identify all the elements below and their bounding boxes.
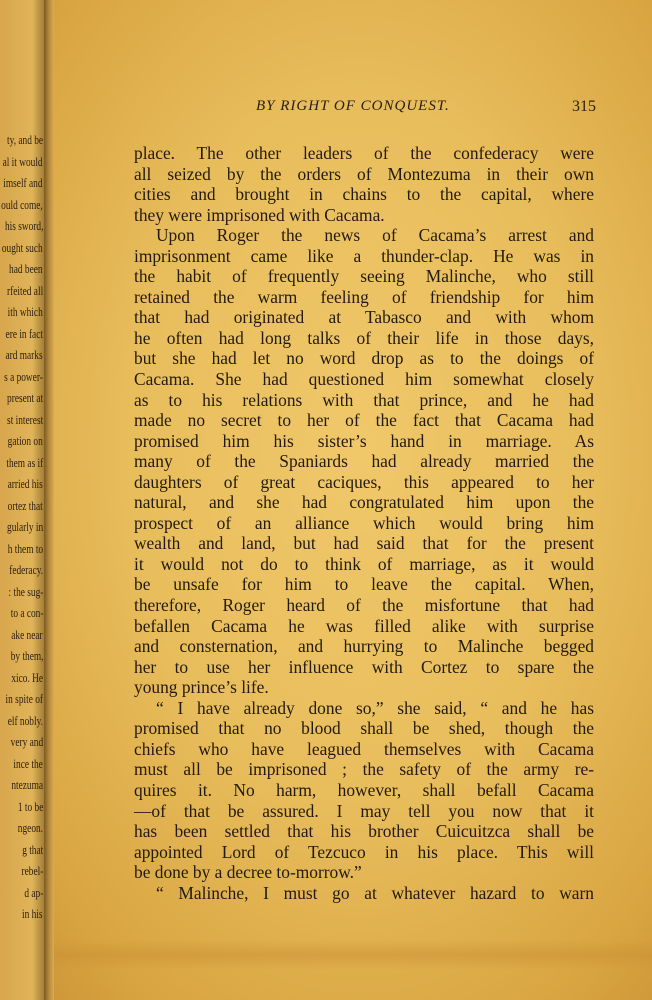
text-line: all seized by the orders of Montezuma in their own — [134, 163, 594, 184]
facing-page-fragment: his sword, — [4, 218, 43, 233]
facing-page-fragment: st interest — [6, 411, 43, 427]
facing-page-fragment: ith which — [7, 304, 43, 319]
text-line: imprisonment came like a thunder-clap. He was in — [134, 245, 594, 266]
facing-page-fragment: had been — [9, 261, 43, 276]
facing-page-fragment: federacy. — [9, 562, 43, 577]
facing-page-fragment: ake near — [11, 626, 43, 642]
text-line: he often had long talks of their life in those days, — [134, 327, 594, 348]
text-line: as to his relations with that prince, and he had — [134, 389, 594, 410]
facing-page-fragment: g that — [21, 841, 43, 857]
text-line: must all be imprisoned ; the safety of the army re- — [134, 759, 594, 780]
text-line: appointed Lord of Tezcuco in his place. This will — [134, 841, 594, 862]
text-line: place. The other leaders of the confederacy were — [134, 143, 594, 163]
text-line: chiefs who have leagued themselves with Cacama — [134, 738, 594, 759]
facing-page-fragment: ard marks — [5, 347, 43, 362]
facing-page-fragment: them as if — [6, 454, 43, 470]
text-line: promised him his sister’s hand in marriage. As — [134, 430, 594, 451]
page-bottom-shadow — [54, 940, 652, 970]
facing-page-fragment: s a power- — [4, 368, 43, 384]
facing-page-fragment: h them to — [7, 540, 43, 556]
facing-page-fragment: xico. He — [11, 669, 43, 685]
book-gutter — [44, 0, 54, 1000]
text-line: natural, and she had congratulated him upon the — [134, 492, 594, 513]
text-line: wealth and land, but had said that for the present — [134, 533, 594, 554]
facing-page-fragment: d ap- — [24, 884, 43, 900]
facing-page-fragment: gularly in — [6, 519, 43, 534]
facing-page-fragment: rebel- — [21, 863, 43, 878]
text-line: promised that no blood shall be shed, though the — [134, 718, 594, 739]
facing-page-fragment: very and — [10, 734, 43, 749]
text-line: that had originated at Tabasco and with whom — [134, 307, 594, 328]
text-line: but she had let no word drop as to the doings of — [134, 348, 594, 369]
text-line: therefore, Roger heard of the misfortune that had — [134, 595, 594, 616]
page-number: 315 — [572, 98, 596, 115]
text-line: the habit of frequently seeing Malinche, who still — [134, 266, 594, 287]
facing-page-fragment: gation on — [7, 433, 43, 448]
text-line: has been settled that his brother Cuicuitzca shall be — [134, 821, 594, 842]
facing-page-fragment: present at — [6, 390, 43, 405]
facing-page-fragment: imself and — [3, 175, 43, 190]
text-line: Upon Roger the news of Cacama’s arrest and — [156, 225, 594, 246]
text-line: Cacama. She had questioned him somewhat closely — [134, 369, 594, 390]
facing-page-fragment: ere in fact — [5, 325, 43, 341]
facing-page-fragment: arried his — [7, 476, 43, 491]
facing-page-fragment: ntezuma — [11, 777, 43, 792]
facing-page-fragment: 1 to be — [17, 798, 43, 814]
text-line: cities and brought in chains to the capital, where — [134, 184, 594, 205]
text-line: be unsafe for him to leave the capital. When, — [134, 574, 594, 595]
facing-page-fragment: elf nobly. — [7, 712, 43, 728]
text-line: and consternation, and hurrying to Malinche begged — [134, 636, 594, 657]
text-line: befallen Cacama he was filled alike with surprise — [134, 615, 594, 636]
facing-page-fragment: ngeon. — [17, 820, 43, 835]
facing-page-fragment: by them, — [10, 648, 43, 663]
running-head: BY RIGHT OF CONQUEST. — [256, 98, 450, 114]
text-line: many of the Spaniards had already married the — [134, 451, 594, 472]
facing-page-fragment: ty, and be — [6, 132, 43, 147]
text-line: daughters of great caciques, this appeared to her — [134, 471, 594, 492]
facing-page-fragment: to a con- — [10, 605, 43, 620]
text-line: “ I have already done so,” she said, “ and he has — [156, 697, 594, 718]
text-line: —of that be assured. I may tell you now that it — [134, 800, 594, 821]
text-line: they were imprisoned with Cacama. — [134, 204, 385, 225]
page-header — [250, 98, 596, 122]
facing-page-fragment: al it would — [2, 153, 43, 169]
facing-page-edge — [0, 0, 46, 1000]
facing-page-fragment: in his — [22, 906, 43, 921]
body-text — [134, 143, 594, 903]
text-line: her to use her influence with Cortez to spare the — [134, 656, 594, 677]
text-line: young prince’s life. — [134, 677, 269, 698]
facing-page-fragment: rfeited all — [6, 282, 43, 298]
text-line: prospect of an alliance which would bring him — [134, 512, 594, 533]
text-line: retained the warm feeling of friendship for him — [134, 286, 594, 307]
facing-page-fragment: : the sug- — [8, 583, 43, 599]
text-line: “ Malinche, I must go at whatever hazard to warn — [156, 882, 594, 903]
facing-page-fragment: in spite of — [5, 691, 43, 706]
facing-page-fragment: ould come, — [1, 196, 43, 212]
text-line: quires it. No harm, however, shall befall Cacama — [134, 779, 594, 800]
text-line: be done by a decree to-morrow.” — [134, 862, 362, 883]
facing-page-fragment: ought such — [2, 239, 43, 255]
facing-page-fragment: ince the — [13, 755, 43, 771]
text-line: made no secret to her of the fact that Cacama had — [134, 410, 594, 431]
text-line: it would not do to think of marriage, as it would — [134, 553, 594, 574]
facing-page-fragment: ortez that — [7, 497, 43, 513]
